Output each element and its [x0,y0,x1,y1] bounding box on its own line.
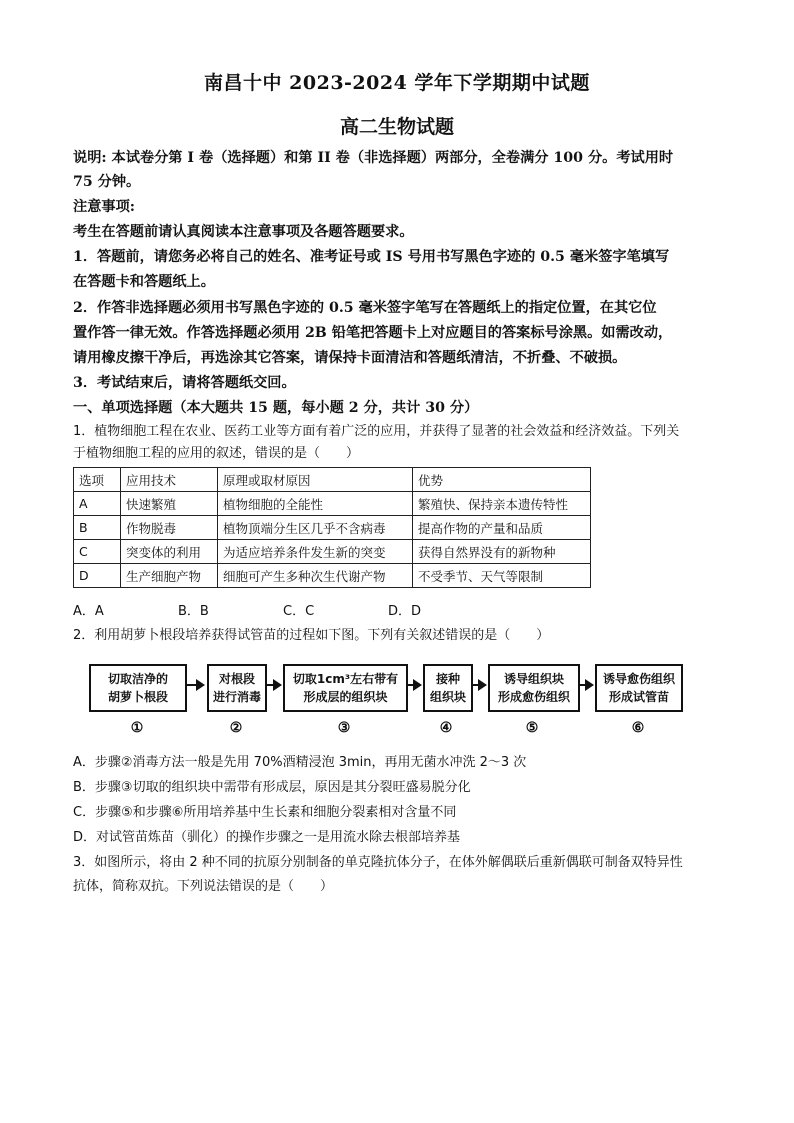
table-cell: A [74,492,121,516]
flow-step-text: 形成愈伤组织 [497,690,570,704]
notice-item-3: 3．考试结束后，请将答题纸交回。 [73,375,296,391]
flow-step-number: ④ [439,720,453,736]
flow-step-text: 进行消毒 [212,690,261,704]
flow-step-text: 组织块 [429,690,466,704]
table-cell: 植物顶端分生区几乎不含病毒 [218,516,413,540]
table-cell: B [74,516,121,540]
flow-arrow [579,684,592,686]
table-cell: D [74,564,121,588]
notice-intro: 考生在答题前请认真阅读本注意事项及各题答题要求。 [73,224,414,240]
flow-step-text: 接种 [435,672,460,686]
q1-table [73,467,591,588]
notice-title: 注意事项: [73,199,135,215]
table-cell: 快速繁殖 [121,492,218,516]
flow-step-5 [488,664,580,712]
flow-step-number: ⑤ [525,720,539,736]
q1-option-d[interactable]: D．D [388,604,422,619]
table-cell: 生产细胞产物 [121,564,218,588]
flow-step-text: 切取1cm³左右带有 [292,672,399,686]
flow-step-text: 切取洁净的 [107,672,168,686]
flow-arrow [266,684,280,686]
flow-arrow [472,684,485,686]
q3-stem-line-1: 3．如图所示，将由 2 种不同的抗原分别制备的单克隆抗体分子，在体外解偶联后重新偶联可制备双特异性 [73,855,683,870]
notice-item-2-line-3: 请用橡皮擦干净后，再选涂其它答案，请保持卡面清洁和答题纸清洁，不折叠、不破损。 [73,350,627,366]
flow-step-text: 对根段 [218,672,255,686]
table-cell: 突变体的利用 [121,540,218,564]
q3-stem-line-2: 抗体，简称双抗。下列说法错误的是（ ） [73,879,334,894]
table-cell: 为适应培养条件发生新的突变 [218,540,413,564]
flow-step-text: 诱导愈伤组织 [602,672,675,686]
flow-step-number: ① [130,720,144,736]
notice-item-1-line-2: 在答题卡和答题纸上。 [73,274,215,290]
table-row [74,516,591,540]
intro-line-1: 说明: 本试卷分第 I 卷（选择题）和第 II 卷（非选择题）两部分，全卷满分 100 分。考试用时 [73,150,674,166]
q1-options [73,600,493,619]
flow-step-6 [595,664,683,712]
exam-subtitle: 高二生物试题 [339,116,454,138]
q2-stem: 2．利用胡萝卜根段培养获得试管苗的过程如下图。下列有关叙述错误的是（ ） [73,628,550,643]
table-cell: C [74,540,121,564]
q2-option-c[interactable]: C．步骤⑤和步骤⑥所用培养基中生长素和细胞分裂素相对含量不同 [73,805,457,820]
section-1-heading: 一、单项选择题（本大题共 15 题，每小题 2 分，共计 30 分） [73,400,479,416]
flow-step-3 [283,664,408,712]
table-header-cell: 选项 [74,468,121,492]
flow-step-4 [423,664,473,712]
table-cell: 繁殖快、保持亲本遗传特性 [413,492,591,516]
table-header-cell: 原理或取材原因 [218,468,413,492]
q1-option-a[interactable]: A．A [73,604,104,619]
flow-step-number: ⑥ [631,720,645,736]
flow-step-2 [207,664,267,712]
flow-arrow [186,684,203,686]
notice-item-1-line-1: 1．答题前，请您务必将自己的姓名、准考证号或 IS 号用书写黑色字迹的 0.5 毫米签字笔填写 [73,249,670,265]
flow-step-text: 诱导组织块 [503,672,564,686]
flow-arrow [407,684,420,686]
q1-option-b[interactable]: B．B [178,604,209,619]
q1-stem-line-2: 于植物细胞工程的应用的叙述，错误的是（ ） [73,446,360,461]
flow-step-1 [89,664,187,712]
flow-step-text: 胡萝卜根段 [107,690,168,704]
q1-option-c[interactable]: C．C [283,604,315,619]
table-cell: 植物细胞的全能性 [218,492,413,516]
flow-step-number: ③ [337,720,351,736]
notice-item-2-line-2: 置作答一律无效。作答选择题必须用 2B 铅笔把答题卡上对应题目的答案标号涂黑。如需改动， [73,325,673,341]
flow-step-text: 形成试管苗 [608,690,669,704]
q2-option-d[interactable]: D．对试管苗炼苗（驯化）的操作步骤之一是用流水除去根部培养基 [73,830,461,845]
notice-item-2-line-1: 2．作答非选择题必须用书写黑色字迹的 0.5 毫米签字笔写在答题纸上的指定位置，在其它位 [73,300,657,316]
table-cell: 获得自然界没有的新物种 [413,540,591,564]
table-cell: 细胞可产生多种次生代谢产物 [218,564,413,588]
flow-step-text: 形成层的组织块 [303,690,388,704]
table-row [74,540,591,564]
exam-title: 南昌十中 2023-2024 学年下学期期中试题 [204,72,590,94]
table-header-row [74,468,591,492]
q2-option-a[interactable]: A．步骤②消毒方法一般是先用 70%酒精浸泡 3min，再用无菌水冲洗 2～3 次 [73,755,527,770]
q2-flow-diagram [89,664,679,744]
flow-step-number: ② [229,720,243,736]
table-cell: 不受季节、天气等限制 [413,564,591,588]
table-header-cell: 应用技术 [121,468,218,492]
table-cell: 作物脱毒 [121,516,218,540]
table-row [74,492,591,516]
table-row [74,564,591,588]
table-cell: 提高作物的产量和品质 [413,516,591,540]
intro-line-2: 75 分钟。 [73,174,141,190]
table-header-cell: 优势 [413,468,591,492]
q1-stem-line-1: 1．植物细胞工程在农业、医药工业等方面有着广泛的应用，并获得了显著的社会效益和经济效益。下列关 [73,424,680,439]
q2-option-b[interactable]: B．步骤③切取的组织块中需带有形成层，原因是其分裂旺盛易脱分化 [73,780,471,795]
